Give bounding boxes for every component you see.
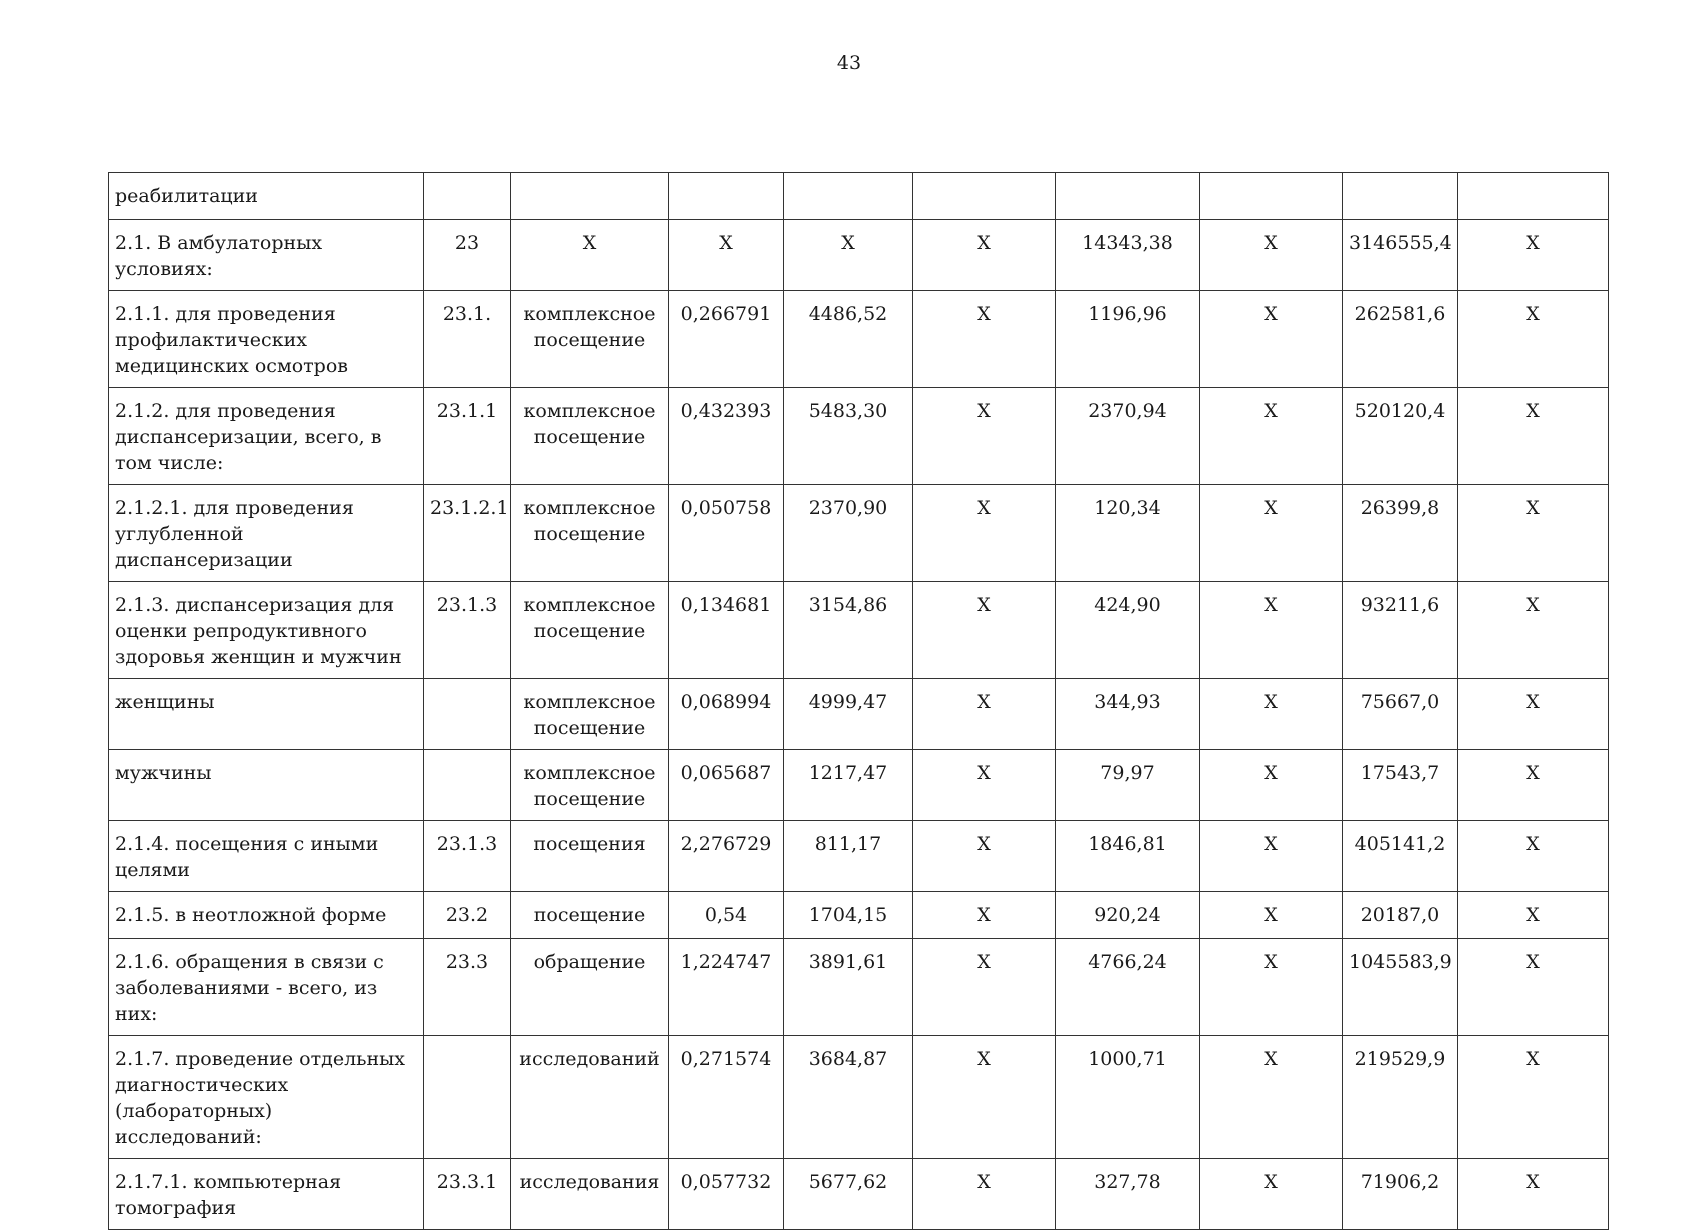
col10-cell [1458,173,1609,220]
indicator-name-cell: 2.1.1. для проведения профилактических медицинских осмотров [109,291,424,388]
cost-cell: 811,17 [784,821,913,892]
col7-cell [1056,173,1200,220]
col9-cell: 1045583,9 [1343,939,1458,1036]
table-row [109,291,1609,388]
unit-cell: комплексное посещение [511,485,669,582]
col9-cell: 262581,6 [1343,291,1458,388]
norm-cell: 1,224747 [669,939,784,1036]
table-row [109,485,1609,582]
col9-cell: 219529,9 [1343,1036,1458,1159]
col10-cell: Х [1458,220,1609,291]
indicator-name-cell: мужчины [109,750,424,821]
col7-cell: 14343,38 [1056,220,1200,291]
row-number-cell [424,173,511,220]
norm-cell: 0,266791 [669,291,784,388]
col6-cell: Х [913,939,1056,1036]
col10-cell: Х [1458,679,1609,750]
unit-cell: обращение [511,939,669,1036]
norm-cell: 0,271574 [669,1036,784,1159]
col8-cell [1200,173,1343,220]
row-number-cell [424,679,511,750]
cost-cell: 3891,61 [784,939,913,1036]
cost-cell: 2370,90 [784,485,913,582]
col10-cell: Х [1458,582,1609,679]
col8-cell: Х [1200,892,1343,939]
col6-cell: Х [913,388,1056,485]
table-row [109,1036,1609,1159]
col6-cell [913,173,1056,220]
unit-cell: Х [511,220,669,291]
row-number-cell [424,1036,511,1159]
row-number-cell: 23.1. [424,291,511,388]
row-number-cell: 23.2 [424,892,511,939]
col8-cell: Х [1200,485,1343,582]
col7-cell: 4766,24 [1056,939,1200,1036]
col7-cell: 1000,71 [1056,1036,1200,1159]
cost-cell [784,173,913,220]
col9-cell: 75667,0 [1343,679,1458,750]
indicator-name-cell: 2.1.4. посещения с иными целями [109,821,424,892]
col7-cell: 2370,94 [1056,388,1200,485]
norm-cell: 0,134681 [669,582,784,679]
indicator-name-cell: 2.1.7. проведение отдельных диагностических (лабораторных) исследований: [109,1036,424,1159]
indicator-name-cell: 2.1. В амбулаторных условиях: [109,220,424,291]
col6-cell: Х [913,1159,1056,1230]
col6-cell: Х [913,220,1056,291]
norm-cell: 0,057732 [669,1159,784,1230]
col7-cell: 1846,81 [1056,821,1200,892]
unit-cell [511,173,669,220]
col7-cell: 1196,96 [1056,291,1200,388]
indicator-name-cell: 2.1.5. в неотложной форме [109,892,424,939]
col8-cell: Х [1200,582,1343,679]
unit-cell: посещения [511,821,669,892]
table-row [109,939,1609,1036]
indicator-name-cell: 2.1.7.1. компьютерная томография [109,1159,424,1230]
row-number-cell: 23.3 [424,939,511,1036]
table-row [109,892,1609,939]
col10-cell: Х [1458,1159,1609,1230]
col6-cell: Х [913,821,1056,892]
indicator-name-cell: 2.1.2. для проведения диспансеризации, всего, в том числе: [109,388,424,485]
cost-cell: 5677,62 [784,1159,913,1230]
col9-cell: 93211,6 [1343,582,1458,679]
col9-cell: 405141,2 [1343,821,1458,892]
col9-cell: 520120,4 [1343,388,1458,485]
col9-cell [1343,173,1458,220]
col6-cell: Х [913,679,1056,750]
col8-cell: Х [1200,1036,1343,1159]
table-row [109,679,1609,750]
col7-cell: 920,24 [1056,892,1200,939]
indicator-name-cell: 2.1.2.1. для проведения углубленной диспансеризации [109,485,424,582]
row-number-cell: 23.1.2.1 [424,485,511,582]
unit-cell: комплексное посещение [511,582,669,679]
col7-cell: 327,78 [1056,1159,1200,1230]
table-body [109,173,1609,1230]
col6-cell: Х [913,750,1056,821]
unit-cell: комплексное посещение [511,388,669,485]
indicator-name-cell: 2.1.3. диспансеризация для оценки репродуктивного здоровья женщин и мужчин [109,582,424,679]
cost-cell: Х [784,220,913,291]
col6-cell: Х [913,892,1056,939]
col7-cell: 424,90 [1056,582,1200,679]
norm-cell: 0,54 [669,892,784,939]
col10-cell: Х [1458,892,1609,939]
col7-cell: 344,93 [1056,679,1200,750]
page-number: 43 [836,52,862,74]
col9-cell: 20187,0 [1343,892,1458,939]
col10-cell: Х [1458,939,1609,1036]
cost-cell: 3684,87 [784,1036,913,1159]
norm-cell [669,173,784,220]
row-number-cell [424,750,511,821]
norm-cell: 0,050758 [669,485,784,582]
norm-cell: 0,432393 [669,388,784,485]
unit-cell: комплексное посещение [511,679,669,750]
col6-cell: Х [913,485,1056,582]
cost-cell: 1704,15 [784,892,913,939]
col8-cell: Х [1200,1159,1343,1230]
col10-cell: Х [1458,1036,1609,1159]
col8-cell: Х [1200,291,1343,388]
row-number-cell: 23.1.1 [424,388,511,485]
data-table [108,172,1609,1230]
table-row [109,750,1609,821]
col8-cell: Х [1200,220,1343,291]
unit-cell: исследования [511,1159,669,1230]
col10-cell: Х [1458,485,1609,582]
cost-cell: 4999,47 [784,679,913,750]
col9-cell: 17543,7 [1343,750,1458,821]
indicator-name-cell: 2.1.6. обращения в связи с заболеваниями - всего, из них: [109,939,424,1036]
col8-cell: Х [1200,388,1343,485]
table-row [109,173,1609,220]
col10-cell: Х [1458,821,1609,892]
row-number-cell: 23 [424,220,511,291]
table-row [109,1159,1609,1230]
row-number-cell: 23.1.3 [424,821,511,892]
col7-cell: 120,34 [1056,485,1200,582]
cost-cell: 5483,30 [784,388,913,485]
cost-cell: 3154,86 [784,582,913,679]
table-row [109,582,1609,679]
unit-cell: комплексное посещение [511,750,669,821]
col6-cell: Х [913,582,1056,679]
indicator-name-cell: женщины [109,679,424,750]
col10-cell: Х [1458,291,1609,388]
cost-cell: 4486,52 [784,291,913,388]
table-row [109,220,1609,291]
col7-cell: 79,97 [1056,750,1200,821]
col8-cell: Х [1200,939,1343,1036]
norm-cell: 0,068994 [669,679,784,750]
unit-cell: посещение [511,892,669,939]
col10-cell: Х [1458,388,1609,485]
col6-cell: Х [913,1036,1056,1159]
col10-cell: Х [1458,750,1609,821]
norm-cell: 2,276729 [669,821,784,892]
col9-cell: 26399,8 [1343,485,1458,582]
indicator-name-cell: реабилитации [109,173,424,220]
unit-cell: исследований [511,1036,669,1159]
unit-cell: комплексное посещение [511,291,669,388]
col9-cell: 71906,2 [1343,1159,1458,1230]
row-number-cell: 23.1.3 [424,582,511,679]
norm-cell: Х [669,220,784,291]
norm-cell: 0,065687 [669,750,784,821]
table-row [109,821,1609,892]
col8-cell: Х [1200,750,1343,821]
table-row [109,388,1609,485]
col6-cell: Х [913,291,1056,388]
row-number-cell: 23.3.1 [424,1159,511,1230]
col8-cell: Х [1200,821,1343,892]
cost-cell: 1217,47 [784,750,913,821]
col8-cell: Х [1200,679,1343,750]
col9-cell: 3146555,4 [1343,220,1458,291]
